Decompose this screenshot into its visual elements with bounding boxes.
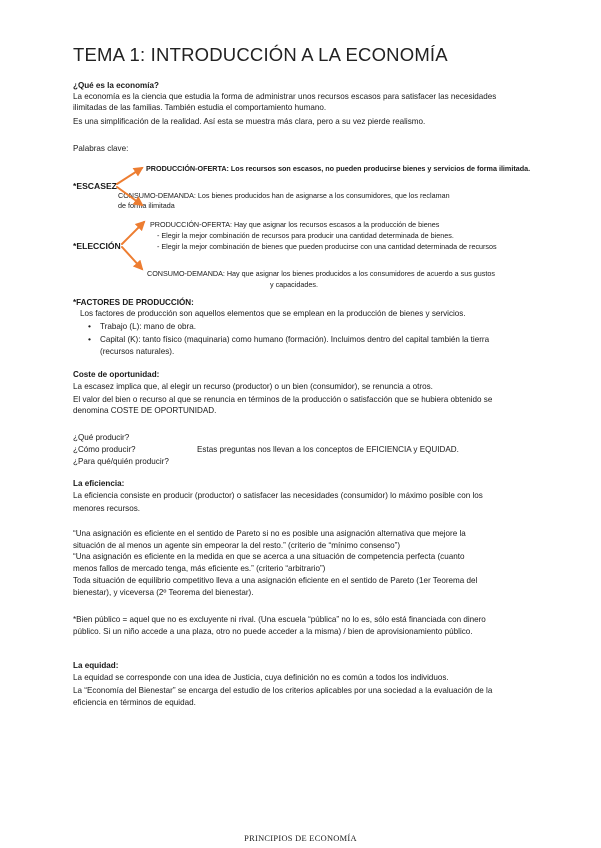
paragraph-line: Es una simplificación de la realidad. Así esta se muestra más clara, pero a su vez pierde realismo. <box>73 117 426 126</box>
questions-note: Estas preguntas nos llevan a los conceptos de EFICIENCIA y EQUIDAD. <box>197 445 459 454</box>
paragraph-line: La eficiencia consiste en producir (productor) o satisfacer las necesidades (consumidor) lo máximo posible con los <box>73 491 483 500</box>
section-heading-coste: Coste de oportunidad: <box>73 370 160 379</box>
section-heading-factores: *FACTORES DE PRODUCCIÓN: <box>73 298 194 307</box>
paragraph-line: “Una asignación es eficiente en la medida en que se acerca a una situación de competencia perfecta (cuanto <box>73 552 465 561</box>
paragraph-line: La economía es la ciencia que estudia la forma de administrar unos recursos escasos para satisfacer las necesidades <box>73 92 497 101</box>
factores-list <box>88 321 489 345</box>
paragraph-line: *Bien público = aquel que no es excluyente ni rival. (Una escuela “pública” no lo es, sólo está financiada con dinero <box>73 615 486 624</box>
arrow-eleccion-produccion <box>122 222 144 244</box>
paragraph-line: La escasez implica que, al elegir un recurso (productor) o un bien (consumidor), se renuncia a otros. <box>73 382 433 391</box>
page-footer: PRINCIPIOS DE ECONOMÍA <box>244 834 357 843</box>
escasez-produccion: PRODUCCIÓN-OFERTA: Los recursos son escasos, no pueden producirse bienes y servicios de forma ilimitada. <box>146 164 531 173</box>
paragraph-line: eficiencia en términos de equidad. <box>73 698 196 707</box>
section-heading-que-es: ¿Qué es la economía? <box>73 81 159 90</box>
palabras-clave-label: Palabras clave: <box>73 144 129 153</box>
list-item: • Capital (K): tanto físico (maquinaria) como humano (formación). Incluimos dentro del capital también la tierra <box>88 334 489 345</box>
paragraph-line: El valor del bien o recurso al que se renuncia en términos de la producción o satisfacción que se hubiera obtenido se <box>73 395 493 404</box>
section-heading-eficiencia: La eficiencia: <box>73 479 125 488</box>
question-line: ¿Para qué/quién producir? <box>73 457 169 466</box>
paragraph-line: “Una asignación es eficiente en el sentido de Pareto si no es posible una asignación alternativa que mejore la <box>73 529 466 538</box>
eleccion-consumo-line: y capacidades. <box>270 280 318 289</box>
escasez-consumo-line: CONSUMO-DEMANDA: Los bienes producidos han de asignarse a los consumidores, que los reclaman <box>118 191 450 200</box>
paragraph-line: ilimitadas de las familias. También estudia el comportamiento humano. <box>73 103 327 112</box>
escasez-consumo-line: de forma ilimitada <box>118 201 175 210</box>
escasez-key: *ESCASEZ <box>73 181 117 191</box>
arrow-eleccion-consumo <box>122 247 142 269</box>
list-item: • Trabajo (L): mano de obra. <box>88 321 489 332</box>
eleccion-sub-item: - Elegir la mejor combinación de recursos para producir una cantidad determinada de bienes. <box>157 231 454 240</box>
paragraph-line: situación de al menos un agente sin empeorar la del resto.” (criterio de “mínimo consenso”) <box>73 541 401 550</box>
page-title: TEMA 1: INTRODUCCIÓN A LA ECONOMÍA <box>73 44 448 65</box>
paragraph-line: La “Economía del Bienestar” se encarga del estudio de los criterios aplicables por una sociedad a la evaluación de la <box>73 686 493 695</box>
eleccion-sub-item: - Elegir la mejor combinación de bienes que pueden producirse con una cantidad determinada de recursos <box>157 242 497 251</box>
question-line: ¿Cómo producir? <box>73 445 136 454</box>
paragraph-line: Los factores de producción son aquellos elementos que se emplean en la producción de bienes y servicios. <box>80 309 466 318</box>
eleccion-consumo-line: CONSUMO-DEMANDA: Hay que asignar los bienes producidos a los consumidores de acuerdo a sus gustos <box>147 269 495 278</box>
question-line: ¿Qué producir? <box>73 433 130 442</box>
paragraph-line: La equidad se corresponde con una idea de Justicia, cuya definición no es común a todos los individuos. <box>73 673 449 682</box>
paragraph-line: denomina COSTE DE OPORTUNIDAD. <box>73 406 217 415</box>
arrow-escasez-produccion <box>117 168 142 184</box>
paragraph-line: menos fallos de mercado tenga, más eficiente es.” (criterio “arbitrario”) <box>73 564 326 573</box>
eleccion-produccion: PRODUCCIÓN-OFERTA: Hay que asignar los recursos escasos a la producción de bienes <box>150 220 440 229</box>
paragraph-line: público. Si un niño accede a una plaza, otro no puede acceder a la misma) / bien de aprovisionamiento público. <box>73 627 473 636</box>
paragraph-line: menores recursos. <box>73 504 141 513</box>
paragraph-line: Toda situación de equilibrio competitivo lleva a una asignación eficiente en el sentido de Pareto (1er Teorema del <box>73 576 478 585</box>
paragraph-line: (recursos naturales). <box>100 347 175 356</box>
paragraph-line: bienestar), y viceversa (2º Teorema del bienestar). <box>73 588 254 597</box>
eleccion-key: *ELECCIÓN <box>73 241 121 251</box>
section-heading-equidad: La equidad: <box>73 661 119 670</box>
